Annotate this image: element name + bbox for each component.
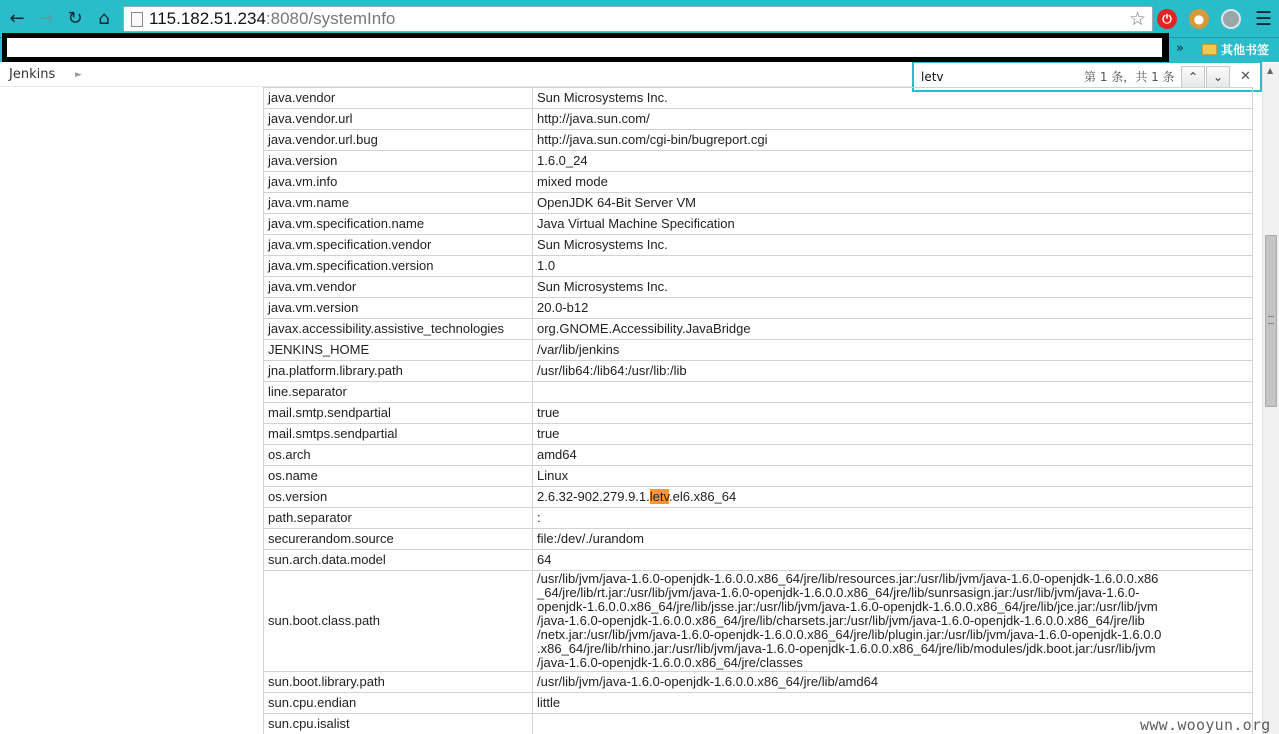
- home-icon[interactable]: ⌂: [98, 8, 110, 29]
- property-name: java.vm.version: [264, 298, 533, 319]
- url-host: 115.182.51.234: [149, 9, 266, 28]
- redacted-bookmarks: [2, 33, 1169, 62]
- property-value: [533, 487, 1253, 508]
- property-name: securerandom.source: [264, 529, 533, 550]
- table-row: [264, 571, 1253, 672]
- property-name: os.version: [264, 487, 533, 508]
- value-line: _64/jre/lib/rt.jar:/usr/lib/jvm/java-1.6.0-openjdk-1.6.0.0.x86_64/jre/lib/sunrsasign.jar:/usr/lib/jvm/java-1.6.0-: [537, 585, 1140, 600]
- table-row: [264, 424, 1253, 445]
- property-name: jna.platform.library.path: [264, 361, 533, 382]
- property-name: sun.boot.library.path: [264, 672, 533, 693]
- url-path: :8080/systemInfo: [265, 9, 396, 28]
- property-value: 20.0-b12: [533, 298, 1253, 319]
- table-row: [264, 550, 1253, 571]
- breadcrumb-jenkins[interactable]: Jenkins: [9, 67, 56, 82]
- globe-extension-icon[interactable]: [1221, 9, 1241, 29]
- property-value: http://java.sun.com/cgi-bin/bugreport.cgi: [533, 130, 1253, 151]
- find-input[interactable]: letv: [921, 70, 944, 84]
- property-name: sun.cpu.isalist: [264, 714, 533, 734]
- cookie-extension-icon[interactable]: ●: [1189, 9, 1209, 29]
- table-row: [264, 714, 1253, 734]
- table-row: [264, 693, 1253, 714]
- property-value: OpenJDK 64-Bit Server VM: [533, 193, 1253, 214]
- other-bookmarks[interactable]: [1202, 40, 1269, 58]
- scrollbar-grip: [1268, 316, 1274, 324]
- property-value: true: [533, 424, 1253, 445]
- property-name: java.vendor.url.bug: [264, 130, 533, 151]
- property-value: 64: [533, 550, 1253, 571]
- value-line: /java-1.6.0-openjdk-1.6.0.0.x86_64/jre/classes: [537, 655, 803, 670]
- property-value: little: [533, 693, 1253, 714]
- adblock-extension-icon[interactable]: ⏻: [1157, 9, 1177, 29]
- back-arrow-icon[interactable]: ←: [9, 8, 25, 29]
- property-value: Sun Microsystems Inc.: [533, 235, 1253, 256]
- table-row: [264, 256, 1253, 277]
- property-value: Java Virtual Machine Specification: [533, 214, 1253, 235]
- table-row: [264, 151, 1253, 172]
- property-value: /var/lib/jenkins: [533, 340, 1253, 361]
- table-row: [264, 88, 1253, 109]
- os-version-suffix: .el6.x86_64: [669, 489, 737, 504]
- folder-icon: [1202, 44, 1217, 55]
- table-row: [264, 214, 1253, 235]
- table-row: [264, 298, 1253, 319]
- property-value: /usr/lib64:/lib64:/usr/lib:/lib: [533, 361, 1253, 382]
- table-row: [264, 319, 1253, 340]
- property-value: org.GNOME.Accessibility.JavaBridge: [533, 319, 1253, 340]
- forward-arrow-icon[interactable]: →: [38, 8, 54, 29]
- table-row: [264, 277, 1253, 298]
- value-line: openjdk-1.6.0.0.x86_64/jre/lib/jsse.jar:/usr/lib/jvm/java-1.6.0-openjdk-1.6.0.0.x86_64/jre/lib/jce.jar:/usr/lib/jvm: [537, 599, 1158, 614]
- redacted-inner: [7, 38, 1162, 57]
- property-value: Linux: [533, 466, 1253, 487]
- property-value: /usr/lib/jvm/java-1.6.0-openjdk-1.6.0.0.x86_64/jre/lib/amd64: [533, 672, 1253, 693]
- table-row: [264, 508, 1253, 529]
- value-line: /usr/lib/jvm/java-1.6.0-openjdk-1.6.0.0.x86_64/jre/lib/resources.jar:/usr/lib/jvm/java-1.6.0-openjdk-1.6.0.0.x86: [537, 571, 1159, 586]
- value-line: /netx.jar:/usr/lib/jvm/java-1.6.0-openjdk-1.6.0.0.x86_64/jre/lib/plugin.jar:/usr/lib/jvm/java-1.6.0-openjdk-1.6.0.0: [537, 627, 1162, 642]
- chrome-menu-icon[interactable]: ☰: [1255, 8, 1273, 30]
- find-highlight: letv: [649, 489, 670, 504]
- property-value: file:/dev/./urandom: [533, 529, 1253, 550]
- property-name: java.vm.specification.vendor: [264, 235, 533, 256]
- breadcrumb-arrow-icon[interactable]: ►: [75, 70, 82, 80]
- property-name: java.version: [264, 151, 533, 172]
- find-match-count: 第 1 条，共 1 条: [1084, 70, 1175, 84]
- table-row: [264, 361, 1253, 382]
- scroll-up-icon[interactable]: ▲: [1267, 66, 1274, 75]
- property-name: sun.arch.data.model: [264, 550, 533, 571]
- property-value: true: [533, 403, 1253, 424]
- property-name: sun.cpu.endian: [264, 693, 533, 714]
- table-row: [264, 340, 1253, 361]
- property-value: http://java.sun.com/: [533, 109, 1253, 130]
- address-url[interactable]: [149, 9, 395, 29]
- property-name: path.separator: [264, 508, 533, 529]
- find-previous-button[interactable]: ⌃: [1181, 66, 1205, 88]
- property-name: sun.boot.class.path: [264, 571, 533, 672]
- table-row: [264, 172, 1253, 193]
- property-value: :: [533, 508, 1253, 529]
- property-value: mixed mode: [533, 172, 1253, 193]
- table-row: [264, 130, 1253, 151]
- other-bookmarks-label: 其他书签: [1221, 42, 1270, 57]
- table-row: [264, 487, 1253, 508]
- address-bar[interactable]: [123, 6, 1153, 32]
- table-row: [264, 235, 1253, 256]
- property-name: java.vm.info: [264, 172, 533, 193]
- more-bookmarks-chevron[interactable]: »: [1176, 41, 1184, 56]
- property-name: java.vm.specification.name: [264, 214, 533, 235]
- bookmark-star-icon[interactable]: ☆: [1128, 8, 1146, 30]
- page-icon: [131, 12, 143, 27]
- value-line: /java-1.6.0-openjdk-1.6.0.0.x86_64/jre/lib/charsets.jar:/usr/lib/jvm/java-1.6.0-openjdk-1.6.0.0.x86_64/jre/lib: [537, 613, 1145, 628]
- property-value: Sun Microsystems Inc.: [533, 277, 1253, 298]
- property-value: [533, 571, 1253, 672]
- property-name: line.separator: [264, 382, 533, 403]
- property-name: os.name: [264, 466, 533, 487]
- property-name: java.vendor.url: [264, 109, 533, 130]
- property-value: 1.6.0_24: [533, 151, 1253, 172]
- property-name: java.vm.name: [264, 193, 533, 214]
- table-row: [264, 403, 1253, 424]
- table-row: [264, 193, 1253, 214]
- property-value: Sun Microsystems Inc.: [533, 88, 1253, 109]
- property-name: JENKINS_HOME: [264, 340, 533, 361]
- page-scrollbar[interactable]: [1262, 63, 1279, 734]
- value-line: .x86_64/jre/lib/rhino.jar:/usr/lib/jvm/java-1.6.0-openjdk-1.6.0.0.x86_64/jre/lib/modules/jdk.boot.jar:/usr/lib/jvm: [537, 641, 1156, 656]
- property-name: java.vendor: [264, 88, 533, 109]
- reload-icon[interactable]: ↻: [67, 8, 83, 29]
- os-version-prefix: 2.6.32-902.279.9.1.: [537, 489, 650, 504]
- table-row: [264, 109, 1253, 130]
- property-name: os.arch: [264, 445, 533, 466]
- find-close-icon[interactable]: ✕: [1240, 69, 1251, 84]
- system-properties-table: [263, 87, 1253, 734]
- property-value: amd64: [533, 445, 1253, 466]
- find-next-button[interactable]: ⌄: [1206, 66, 1230, 88]
- table-row: [264, 529, 1253, 550]
- table-row: [264, 445, 1253, 466]
- watermark: www.wooyun.org: [1140, 716, 1271, 734]
- property-name: mail.smtp.sendpartial: [264, 403, 533, 424]
- table-row: [264, 466, 1253, 487]
- property-name: javax.accessibility.assistive_technologies: [264, 319, 533, 340]
- property-value: [533, 382, 1253, 403]
- table-row: [264, 672, 1253, 693]
- property-value: 1.0: [533, 256, 1253, 277]
- property-name: mail.smtps.sendpartial: [264, 424, 533, 445]
- scrollbar-thumb[interactable]: [1265, 235, 1277, 407]
- property-name: java.vm.vendor: [264, 277, 533, 298]
- property-name: java.vm.specification.version: [264, 256, 533, 277]
- table-row: [264, 382, 1253, 403]
